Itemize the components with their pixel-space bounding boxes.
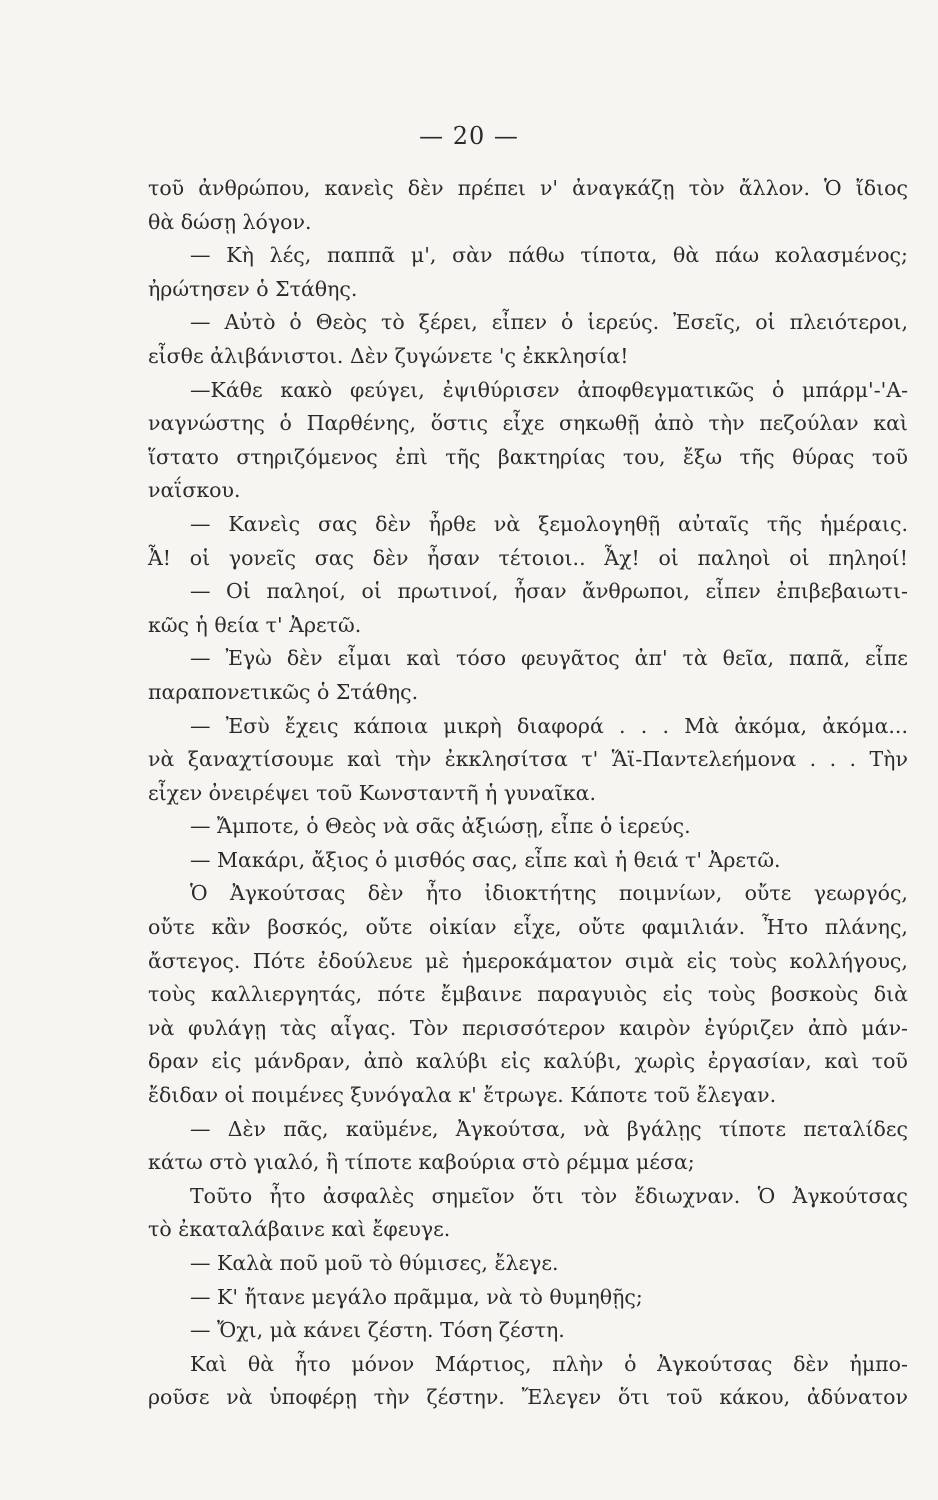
word: ἡμεροκάματον [461,948,613,973]
word: ὁ [279,411,292,436]
word: καλύβι, [543,1049,622,1074]
word: καλύβι [415,1049,488,1074]
word: ποιμνίων, [618,881,723,906]
word: εἶπεν [705,579,761,604]
text-line [148,1045,908,1079]
word: Ἀγκούτσας [792,1183,908,1208]
word: ἦτο [269,1183,306,1208]
word: πηληοί! [828,545,908,570]
word: αὐταῖς [678,511,750,536]
word: — [190,310,211,335]
word: ἀναγκάζῃ [572,176,675,200]
word: γονεῖς [228,545,297,570]
word: δὲν [793,1351,829,1376]
word: καὶ [873,411,908,436]
word: ἵστατο [148,444,219,469]
word: ἐργασίαν, [707,1049,812,1074]
word: Ἅϊ-Παντελεήμονα [611,747,797,772]
word: πεζούλαν [759,411,859,436]
word: θὰ [673,243,700,268]
word: πάθω [508,243,565,268]
text-line [148,441,908,475]
word: αἶγας. [330,1015,397,1040]
word: οἱ [658,545,679,570]
word: ἀκόμα... [822,713,908,738]
word: μόνον [351,1351,415,1376]
word: εἰς [662,982,693,1007]
word: τὰ [682,646,708,671]
word: ὅτι [531,1183,564,1208]
word: νὰ [226,1385,253,1410]
word: Πότε [252,948,306,973]
word: πλειότεροι, [789,310,908,335]
word: κἂν [211,915,251,940]
word: ἔμβαινε [440,982,522,1007]
word: — [190,713,211,738]
word: ἴδιος [855,176,908,200]
word: ἐδούλευε [317,948,413,973]
word: πλάνης, [824,915,908,940]
word: τοὺς [708,982,756,1007]
word: ν' [539,176,559,200]
text-line [148,945,908,979]
word: . [640,713,648,738]
word: τὸν [581,1183,618,1208]
text-line: — Κ' ἤτανε μεγάλο πρᾶμμα, νὰ τὸ θυμηθῇς; [190,1284,643,1309]
word: εἰς [211,1049,242,1074]
text-line [148,877,908,911]
word: παππᾶ [327,243,396,268]
word: ὅστις [430,411,488,436]
word: Κὴ [226,243,254,268]
word: Ἀγκούτσα, [455,1116,567,1141]
word: ἀπὸ [363,1049,404,1074]
word: τὰς [279,1015,317,1040]
word: δὲν [407,176,444,200]
word: φυλάγῃ [188,1015,267,1040]
word: βγάλῃς [626,1116,702,1141]
word: Θεὸς [315,310,367,335]
word: τέτοιοι.. [498,545,586,570]
word: ἀπὸ [654,411,694,436]
text-line: ἔδιδαν οἱ ποιμένες ξυνόγαλα κ' ἔτρωγε. Κάποτε τοῦ ἔλεγαν. [148,1083,777,1108]
word: νὰ [583,1116,610,1141]
word: κολλήγους, [789,948,908,973]
word: Κανεὶς [228,511,301,536]
word: . [849,747,857,772]
word: καιρὸν [619,1015,691,1040]
word: εἶχε [502,411,545,436]
word: ἰδιοκτήτης [484,881,597,906]
word: Τὸν [409,1015,449,1040]
word: Ἀγκούτσας [229,881,346,906]
word: τ' [581,747,599,772]
word: παραγυιὸς [537,982,648,1007]
word: καϋμένε, [345,1116,439,1141]
word: Μὰ [684,713,720,738]
word: πλὴν [552,1351,604,1376]
word: θὰ [247,1351,275,1376]
word: οὔτε [744,881,792,906]
word: οἱ [755,310,776,335]
word: . [809,747,817,772]
word: οἱ [189,545,211,570]
word: κολασμένος; [774,243,908,268]
text-line [148,542,908,576]
word: τοὺς [148,982,196,1007]
text-line [148,642,908,676]
word: τὸν [688,176,725,200]
text-line [148,575,908,609]
word: Ὁ [757,1183,776,1208]
word: Καὶ [190,1351,228,1376]
word: εἰς [686,948,717,973]
word: Ἆ! [148,545,172,570]
word: τοῦ [871,1049,908,1074]
word: ξέρει, [418,310,478,335]
word: ἀσφαλὲς [322,1183,415,1208]
word: θύρας [792,444,855,469]
word: Ἀγκούτσας [657,1351,773,1376]
word: πότε [377,982,426,1007]
word: διὰ [873,982,908,1007]
word: τὴν [708,411,745,436]
word: διαφορά [516,713,604,738]
word: δὲν [367,881,404,906]
word: Δὲν [227,1116,267,1141]
word: ἔδιωχναν. [634,1183,741,1208]
word: ἦρθε [428,511,477,536]
text-line [148,743,908,777]
word: βακτηρίας [497,444,606,469]
text-line [148,508,908,542]
word: ὁ [624,1351,637,1376]
text-line [148,374,908,408]
word: Ὁ [190,881,208,906]
word: εἶμαι [337,646,392,671]
word: Ἐσὺ [225,713,270,738]
word: ξεμολογηθῇ [538,511,661,536]
word: μάνδραν, [254,1049,351,1074]
word: πρέπει [457,176,526,200]
word: λές, [269,243,312,268]
word: σηκωθῇ [559,411,640,436]
word: κάποια [353,713,429,738]
text-line [148,306,908,340]
word: τὸ [380,310,405,335]
word: δὲν [372,545,409,570]
word: — [190,579,211,604]
word: ὁ [771,377,785,402]
word: τίποτε [718,1116,786,1141]
word: θεῖα, [722,646,775,671]
word: καὶ [347,747,382,772]
word: δὲν [375,511,411,536]
word: χωρὶς [634,1049,696,1074]
word: ὅτι [617,1385,650,1410]
word: Ἔλεγεν [521,1385,602,1410]
word: ξαναχτίσουμε [187,747,334,772]
word: μὲ [424,948,450,973]
word: . [829,747,837,772]
word: ἀκόμα, [734,713,808,738]
word: βοσκός, [267,915,349,940]
word: δραν [148,1049,199,1074]
word: ἦσαν [427,545,480,570]
text-line: ναΐσκου. [148,478,241,503]
word: παληοὶ [697,545,771,570]
word: παπᾶ, [788,646,851,671]
word: τῆς [766,511,802,536]
word: τοῦ [666,1385,703,1410]
text-line: εἶσθε ἀλιβάνιστοι. Δὲν ζυγώνετε 'ς ἐκκλησία! [148,343,629,368]
word: φευγᾶτος [521,646,620,671]
text-line: θὰ δώσῃ λόγον. [148,209,312,234]
word: ροῦσε [148,1385,210,1410]
word: φεύγει, [349,377,425,402]
word: . [619,713,626,738]
word: — [190,511,211,536]
word: πᾶς, [283,1116,329,1141]
word: δὲν [286,646,323,671]
text-line: κῶς ἡ θεία τ' Ἀρετῶ. [148,612,362,637]
word: καὶ [824,1049,860,1074]
word: ἄστεγος. [148,948,241,973]
text-line [148,172,908,206]
word: περισσότερον [462,1015,606,1040]
text-line: — Ἄμποτε, ὁ Θεὸς νὰ σᾶς ἀξιώσῃ, εἶπε ὁ ἱερεύς. [190,814,691,839]
word: ναγνώστης [148,411,265,436]
word: ὁ [560,310,574,335]
word: ἦσαν [513,579,567,604]
text-line [148,978,908,1012]
word: Ἦτο [761,915,809,940]
word: Ἐσεῖς, [673,310,742,335]
word: πεταλίδες [803,1116,908,1141]
word: Παρθένης, [306,411,417,436]
word: βοσκοὺς [771,982,859,1007]
word: τὴν [395,747,432,772]
word: Οἱ [226,579,251,604]
word: φαμιλιάν. [641,915,746,940]
word: τὴν [373,1385,410,1410]
word: ζέστην. [426,1385,505,1410]
word: Αὐτὸ [224,310,276,335]
word: ἐψιθύρισεν [442,377,560,402]
text-line [148,407,908,441]
word: ἐκκλησίτσα [444,747,568,772]
word: ἄνθρωποι, [582,579,690,604]
word: ἀπὸ [808,1015,848,1040]
word: μάν- [861,1015,908,1040]
word: σας [317,511,358,536]
word: ἱερεύς. [587,310,660,335]
word: νὰ [493,511,521,536]
text-line [148,239,908,273]
word: σὰν [452,243,493,268]
word: ἐγύριζεν [704,1015,795,1040]
word: στηριζόμενος [236,444,378,469]
word: εἰς [500,1049,531,1074]
text-line: κάτω στὸ γιαλό, ἢ τίποτε καβούρια στὸ ρέμμα μέσα; [148,1150,695,1175]
word: ἔξω [683,444,723,469]
text-line: ἠρώτησεν ὁ Στάθης. [148,276,358,301]
word: πάω [715,243,760,268]
word: τόσο [456,646,507,671]
word: κανεὶς [324,176,394,200]
text-line [148,1113,908,1147]
word: ἐπιβεβαιωτι- [776,579,908,604]
word: μικρὴ [443,713,502,738]
text-line [148,1012,908,1046]
word: ἀνθρώπου, [198,176,311,200]
word: ὑποφέρῃ [269,1385,357,1410]
word: καὶ [406,646,442,671]
word: εἶπεν [491,310,547,335]
word: οἰκίαν [429,915,497,940]
word: ἀπ' [634,646,668,671]
word: . [662,713,670,738]
word: καλλιεργητάς, [211,982,363,1007]
text-line: τὸ ἐκαταλάβαινε καὶ ἔφευγε. [148,1217,451,1242]
word: ὁ [289,310,302,335]
word: Ὁ [824,176,842,200]
word: οὔτε [578,915,626,940]
word: Τὴν [869,747,908,772]
word: ἐπὶ [395,444,428,469]
text-line [148,1180,908,1214]
text-line: εἶχεν ὀνειρέψει τοῦ Κωνσταντῆ ἡ γυναῖκα. [148,780,597,805]
word: οἱ [361,579,382,604]
word: νὰ [148,747,175,772]
word: ἄλλον. [738,176,810,200]
word: οἱ [789,545,810,570]
text-line [148,1348,908,1382]
word: τίποτα, [580,243,658,268]
word: παληοί, [266,579,346,604]
word: ἀποφθεγματικῶς [577,377,755,402]
word: του, [622,444,666,469]
word: κάκου, [719,1385,791,1410]
word: μπάρμ'-'Α- [802,377,908,402]
word: νὰ [148,1015,175,1040]
text-line: παραπονετικῶς ὁ Στάθης. [148,679,419,704]
word: εἶχε, [513,915,562,940]
text-line: — Μακάρι, ἄξιος ὁ μισθός σας, εἶπε καὶ ἡ θειά τ' Ἀρετῶ. [190,847,781,872]
word: — [190,646,211,671]
word: τοῦ [148,176,185,200]
word: σας [314,545,355,570]
text-line [148,911,908,945]
word: —Κάθε [190,377,263,402]
word: τοὺς [729,948,777,973]
word: μ', [410,243,437,268]
word: ἦτο [294,1351,331,1376]
body-text [148,172,908,1415]
word: κακὸ [280,377,333,402]
word: σημεῖον [431,1183,515,1208]
word: τῆς [739,444,775,469]
word: ἠμπο- [849,1351,908,1376]
word: ἡμέραις. [819,511,908,536]
word: ἀδύνατον [806,1385,908,1410]
word: εἶπε [865,646,908,671]
word: οὔτε [365,915,413,940]
text-line: — Ὄχι, μὰ κάνει ζέστη. Τόση ζέστη. [190,1318,565,1343]
word: ἦτο [425,881,462,906]
word: τοῦ [871,444,908,469]
word: οὔτε [148,915,195,940]
text-line [148,1381,908,1415]
word: — [190,243,211,268]
word: γεωργός, [813,881,908,906]
word: Τοῦτο [190,1183,253,1208]
word: τῆς [445,444,481,469]
word: πρωτινοί, [397,579,499,604]
word: Ἐγὼ [225,646,272,671]
text-line [148,710,908,744]
word: σιμὰ [624,948,675,973]
page-number: — 20 — [419,122,519,150]
word: Ἆχ! [604,545,640,570]
word: ἔχεις [284,713,339,738]
word: — [190,1116,211,1141]
text-line: — Καλὰ ποῦ μοῦ τὸ θύμισες, ἔλεγε. [190,1251,559,1275]
word: Μάρτιος, [434,1351,532,1376]
